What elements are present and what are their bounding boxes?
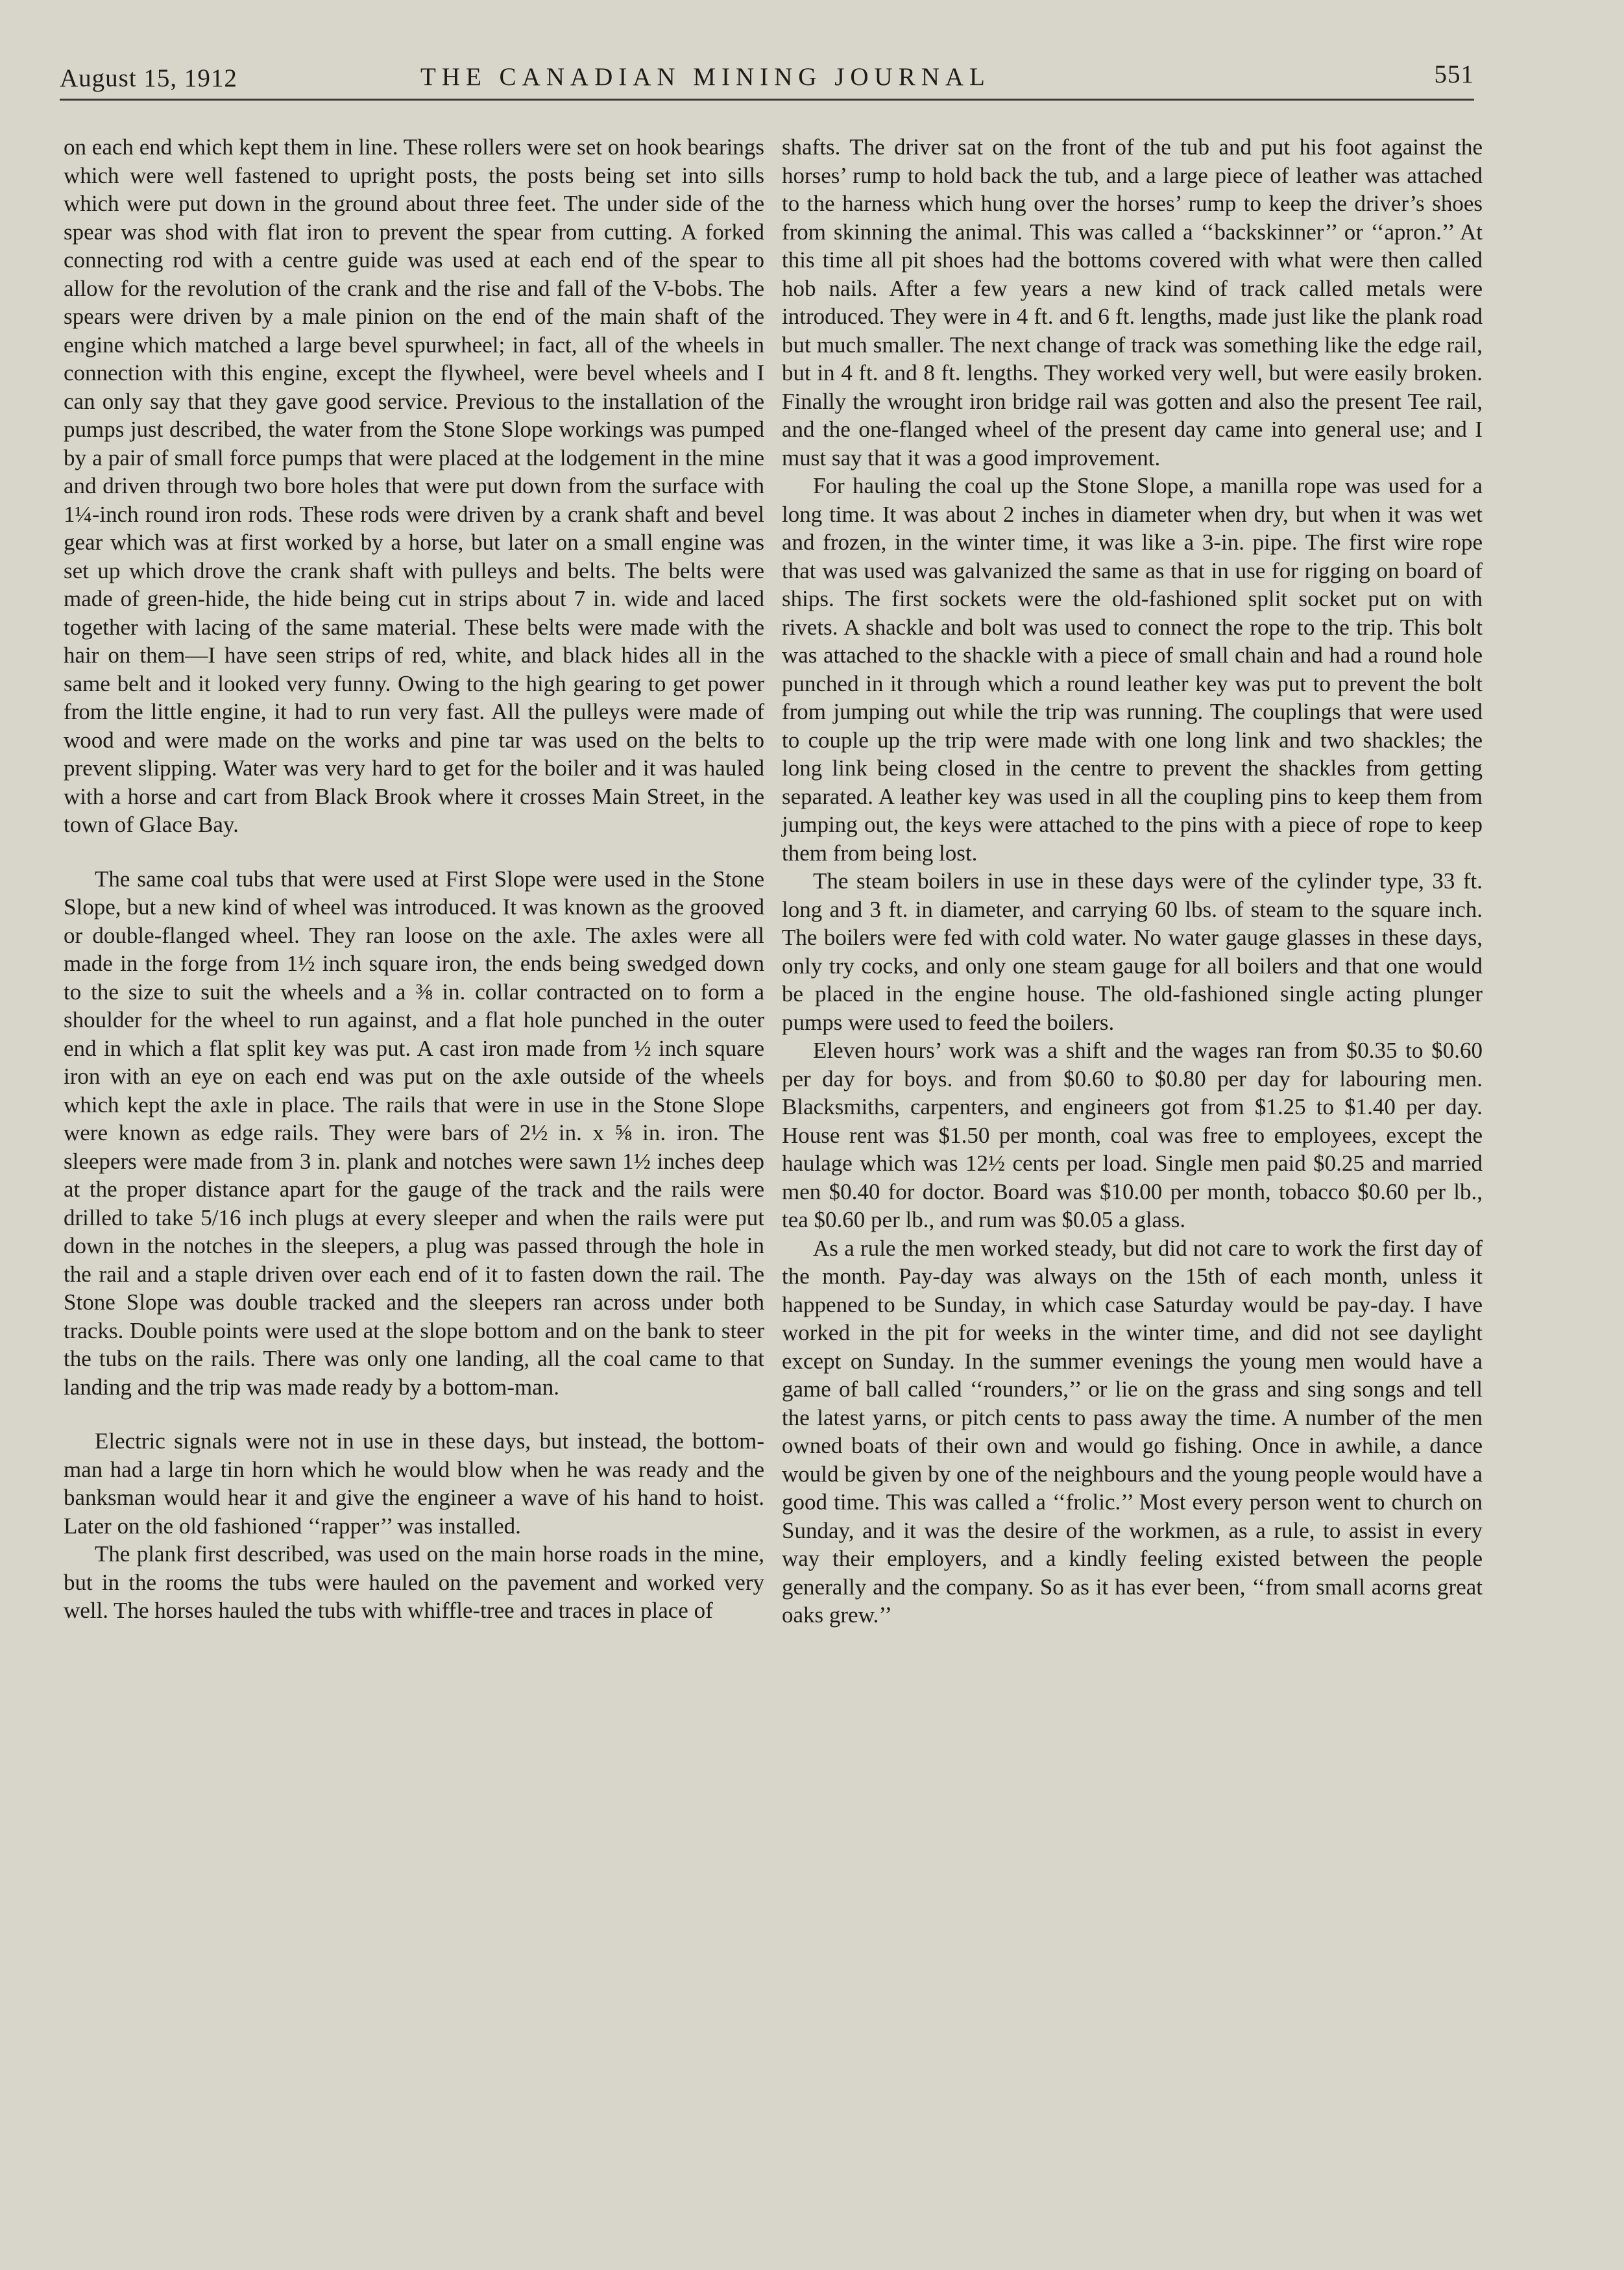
paragraph: The steam boilers in use in these days were of the cylinder type, 33 ft. long and 3 ft. in diameter, and carrying 60 lbs. of steam to the square inch. The boilers were fed with cold water. No water gauge glasses in these days, only try cocks, and only one steam gauge for all boilers and that one would be placed in the engine house. The old-fashioned single acting plunger pumps were used to feed the boilers. — [782, 868, 1483, 1035]
paragraph: For hauling the coal up the Stone Slope, a manilla rope was used for a long time. It was about 2 inches in diameter when dry, but when it was wet and frozen, in the winter time, it was like a 3-in. pipe. The first wire rope that was used was galvanized the same as that in use for rigging on board of ships. The first sockets were the old-fashioned split socket put on with rivets. A shackle and bolt was used to connect the rope to the trip. This bolt was attached to the shackle with a piece of small chain and had a round hole punched in it through which a round leather key was put to prevent the bolt from jumping out while the trip was running. The couplings that were used to couple up the trip were made with one long link and two shackles; the long link being closed in the centre to prevent the shackles from getting separated. A leather key was used in all the coupling pins to keep them from jumping out, the keys were attached to the pins with a piece of rope to keep them from being lost. — [782, 473, 1483, 866]
paragraph: The same coal tubs that were used at First Slope were used in the Stone Slope, but a new kind of wheel was introduced. It was known as the grooved or double-flanged wheel. They ran loose on the axle. The axles were all made in the forge from 1½ inch square iron, the ends being swedged down to the size to suit the wheels and a ⅜ in. collar contracted on to form a shoulder for the wheel to run against, and a flat hole punched in the outer end in which a flat split key was put. A cast iron made from ½ inch square iron with an eye on each end was put on the axle outside of the wheels which kept the axle in place. The rails that were in use in the Stone Slope were known as edge rails. They were bars of 2½ in. x ⅝ in. iron. The sleepers were made from 3 in. plank and notches were sawn 1½ inches deep at the proper distance apart for the gauge of the track and the rails were drilled to take 5/16 inch plugs at every sleeper and when the rails were put down in the notches in the sleepers, a plug was passed through the hole in the rail and a staple driven over each end of it to fasten down the rail. The Stone Slope was double tracked and the sleepers ran across under both tracks. Double points were used at the slope bottom and on the bank to steer the tubs on the rails. There was only one landing, all the coal came to that landing and the trip was made ready by a bottom-man. — [64, 866, 764, 1400]
paragraph: The plank first described, was used on the main horse roads in the mine, but in the rooms the tubs were hauled on the pavement and worked very well. The horses hauled the tubs with whiffle-tree and traces in place of — [64, 1541, 764, 1623]
journal-title: THE CANADIAN MINING JOURNAL — [420, 63, 991, 91]
paragraph: shafts. The driver sat on the front of the tub and put his foot against the horses’ rump to hold back the tub, and a large piece of leather was attached to the harness which hung over the horses’ rump to keep the driver’s shoes from skinning the animal. This was called a ‘‘backskinner’’ or ‘‘apron.’’ At this time all pit shoes had the bottoms covered with what were then called hob nails. After a few years a new kind of track called metals were introduced. They were in 4 ft. and 6 ft. lengths, made just like the plank road but much smaller. The next change of track was something like the edge rail, but in 4 ft. and 8 ft. lengths. They worked very well, but were easily broken. Finally the wrought iron bridge rail was gotten and also the present Tee rail, and the one-flanged wheel of the present day came into general use; and I must say that it was a good improvement. — [782, 134, 1483, 470]
page-number: 551 — [1434, 60, 1474, 88]
header-rule — [60, 99, 1474, 101]
issue-date: August 15, 1912 — [60, 64, 237, 92]
paragraph: Eleven hours’ work was a shift and the wages ran from $0.35 to $0.60 per day for boys. and from $0.60 to $0.80 per day for labouring men. Blacksmiths, carpenters, and engineers got from $1.25 to $1.40 per day. House rent was $1.50 per month, coal was free to employees, except the haulage which was 12½ cents per load. Single men paid $0.25 and married men $0.40 for doctor. Board was $10.00 per month, tobacco $0.60 per lb., tea $0.60 per lb., and rum was $0.05 a glass. — [782, 1038, 1483, 1232]
paragraph: Electric signals were not in use in these days, but instead, the bottom-man had a large tin horn which he would blow when he was ready and the banksman would hear it and give the engineer a wave of his hand to hoist. Later on the old fashioned ‘‘rapper’’ was installed. — [64, 1428, 764, 1539]
left-column — [64, 133, 764, 1625]
running-header — [60, 60, 1474, 99]
paragraph: As a rule the men worked steady, but did not care to work the first day of the month. Pay-day was always on the 15th of each month, unless it happened to be Sunday, in which case Saturday would be pay-day. I have worked in the pit for weeks in the winter time, and did not see daylight except on Sunday. In the summer evenings the young men would have a game of ball called ‘‘rounders,’’ or lie on the grass and sing songs and tell the latest yarns, or pitch cents to pass away the time. A number of the men owned boats of their own and would go fishing. Once in awhile, a dance would be given by one of the neighbours and the young people would have a good time. This was called a ‘‘frolic.’’ Most every person went to church on Sunday, and it was the desire of the workmen, as a rule, to assist in every way their employers, and a kindly feeling existed between the people generally and the company. So as it has ever been, ‘‘from small acorns great oaks grew.’’ — [782, 1235, 1483, 1628]
right-column — [782, 133, 1483, 1629]
paragraph: on each end which kept them in line. These rollers were set on hook bearings which were well fastened to upright posts, the posts being set into sills which were put down in the ground about three feet. The under side of the spear was shod with flat iron to prevent the spear from cutting. A forked connecting rod with a centre guide was used at each end of the spear to allow for the revolution of the crank and the rise and fall of the V-bobs. The spears were driven by a male pinion on the end of the main shaft of the engine which matched a large bevel spurwheel; in fact, all of the wheels in connection with this engine, except the flywheel, were bevel wheels and I can only say that they gave good service. Previous to the installation of the pumps just described, the water from the Stone Slope workings was pumped by a pair of small force pumps that were placed at the lodgement in the mine and driven through two bore holes that were put down from the surface with 1¼-inch round iron rods. These rods were driven by a crank shaft and bevel gear which was at first worked by a horse, but later on a small engine was set up which drove the crank shaft with pulleys and belts. The belts were made of green-hide, the hide being cut in strips about 7 in. wide and laced together with lacing of the same material. These belts were made with the hair on them—I have seen strips of red, white, and black hides all in the same belt and it looked very funny. Owing to the high gearing to get power from the little engine, it had to run very fast. All the pulleys were made of wood and were made on the works and pine tar was used on the belts to prevent slipping. Water was very hard to get for the boiler and it was hauled with a horse and cart from Black Brook where it crosses Main Street, in the town of Glace Bay. — [64, 134, 764, 837]
